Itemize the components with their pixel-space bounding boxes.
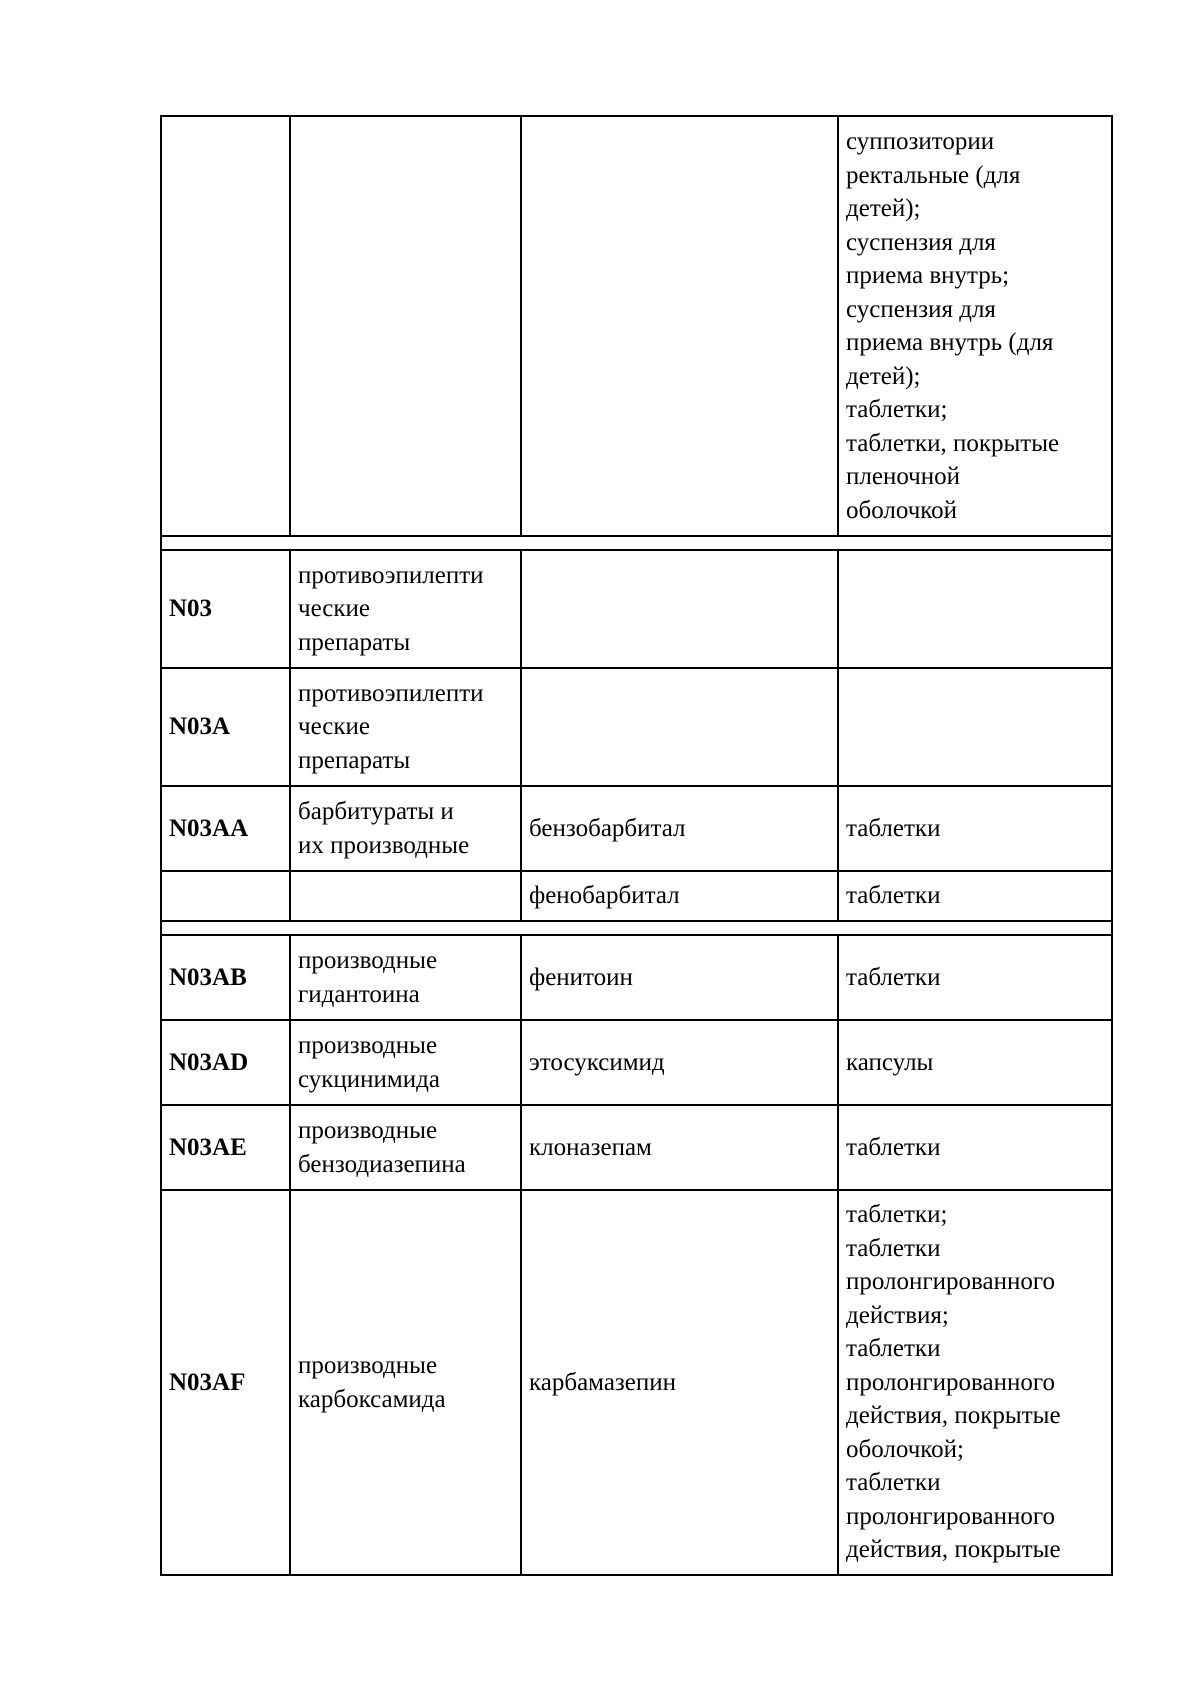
separator-cell	[161, 536, 1112, 550]
group-cell	[290, 786, 521, 871]
table-row	[161, 1020, 1112, 1105]
table-separator-row	[161, 921, 1112, 935]
dosage-forms-cell: таблетки	[838, 871, 1112, 921]
dosage-form-line: пленочной	[846, 463, 961, 490]
dosage-form-line: пролонгированного	[846, 1268, 1055, 1296]
dosage-form-line: оболочкой;	[846, 1435, 964, 1463]
group-line: их производные	[298, 831, 470, 859]
table-row	[161, 786, 1112, 871]
drug-name-cell	[521, 550, 838, 668]
group-line: гидантоина	[298, 980, 420, 1008]
dosage-form-line: суспензия для	[846, 228, 996, 256]
dosage-forms-cell: таблетки	[838, 786, 1112, 871]
dosage-forms-cell: капсулы	[838, 1020, 1112, 1105]
group-line: карбоксамида	[298, 1385, 446, 1413]
table-row	[161, 871, 1112, 921]
table-row	[161, 668, 1112, 786]
dosage-form-line: действия, покрытые	[846, 1536, 1061, 1564]
dosage-form-line: оболочкой	[846, 496, 958, 524]
group-line: производные	[298, 1352, 438, 1379]
group-cell	[290, 668, 521, 786]
drug-name-cell: клоназепам	[521, 1105, 838, 1190]
table-separator-row	[161, 536, 1112, 550]
group-cell	[290, 935, 521, 1020]
separator-cell	[161, 921, 1112, 935]
drug-name-cell: бензобарбитал	[521, 786, 838, 871]
dosage-forms-cell	[838, 550, 1112, 668]
drug-name-cell: этосуксимид	[521, 1020, 838, 1105]
drug-name-cell	[521, 116, 838, 536]
dosage-form-line: действия, покрытые	[846, 1402, 1061, 1430]
dosage-form-line: таблетки	[846, 1469, 941, 1497]
dosage-forms-cell: таблетки	[838, 1105, 1112, 1190]
dosage-forms-cell: таблетки	[838, 935, 1112, 1020]
atc-code-cell: N03AD	[161, 1020, 290, 1105]
group-line: противоэпилепти	[298, 561, 484, 589]
dosage-form-line: таблетки, покрытые	[846, 429, 1060, 457]
dosage-forms-cell	[838, 668, 1112, 786]
dosage-form-line: пролонгированного	[846, 1502, 1055, 1530]
dosage-forms-cell	[838, 116, 1112, 536]
atc-code-cell: N03	[161, 550, 290, 668]
atc-code-cell	[161, 116, 290, 536]
dosage-form-line: таблетки	[846, 1234, 941, 1262]
atc-code-cell: N03A	[161, 668, 290, 786]
group-line: бензодиазепина	[298, 1150, 466, 1178]
group-cell	[290, 116, 521, 536]
drug-name-cell	[521, 668, 838, 786]
group-cell	[290, 1020, 521, 1105]
table-row	[161, 935, 1112, 1020]
group-line: ческие	[298, 713, 371, 741]
group-line: производные	[298, 1117, 438, 1144]
table-row	[161, 1105, 1112, 1190]
dosage-forms-cell	[838, 1190, 1112, 1575]
atc-code-cell: N03AB	[161, 935, 290, 1020]
group-cell	[290, 550, 521, 668]
dosage-form-line: суспензия для	[846, 295, 996, 323]
dosage-form-line: действия;	[846, 1301, 949, 1329]
drug-name-cell: фенитоин	[521, 935, 838, 1020]
table-row	[161, 1190, 1112, 1575]
atc-code-cell: N03AF	[161, 1190, 290, 1575]
atc-code-cell: N03AA	[161, 786, 290, 871]
drug-name-cell: карбамазепин	[521, 1190, 838, 1575]
group-line: противоэпилепти	[298, 679, 484, 707]
atc-code-cell	[161, 871, 290, 921]
dosage-form-line: таблетки	[846, 1335, 941, 1363]
group-line: препараты	[298, 746, 411, 774]
group-line: препараты	[298, 628, 411, 656]
group-line: производные	[298, 1032, 438, 1059]
group-line: сукцинимида	[298, 1065, 440, 1093]
atc-code-cell: N03AE	[161, 1105, 290, 1190]
dosage-form-line: детей);	[846, 362, 921, 390]
dosage-form-line: суппозитории	[846, 128, 995, 155]
table-row	[161, 116, 1112, 536]
medication-table	[160, 115, 1113, 1576]
group-cell	[290, 1105, 521, 1190]
group-line: ческие	[298, 595, 371, 623]
group-cell	[290, 871, 521, 921]
dosage-form-line: ректальные (для	[846, 161, 1021, 189]
dosage-form-line: приема внутрь;	[846, 262, 1010, 289]
group-line: производные	[298, 947, 438, 974]
group-line: барбитураты и	[298, 798, 454, 825]
dosage-form-line: таблетки;	[846, 396, 948, 423]
table-row	[161, 550, 1112, 668]
dosage-form-line: таблетки;	[846, 1201, 948, 1229]
group-cell	[290, 1190, 521, 1575]
dosage-form-line: приема внутрь (для	[846, 329, 1054, 356]
drug-name-cell: фенобарбитал	[521, 871, 838, 921]
dosage-form-line: пролонгированного	[846, 1368, 1055, 1396]
dosage-form-line: детей);	[846, 195, 921, 222]
